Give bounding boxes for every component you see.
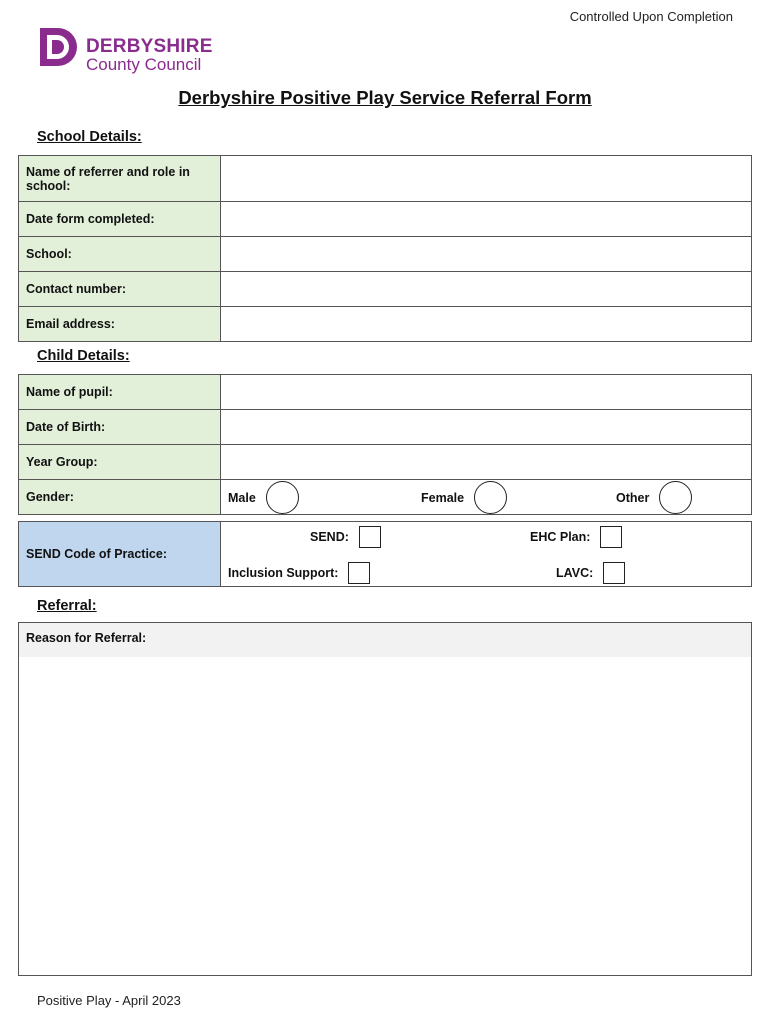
- contact-number-label: Contact number:: [19, 272, 221, 307]
- school-field[interactable]: [221, 237, 752, 272]
- gender-other-label: Other: [616, 490, 650, 505]
- send-checkbox[interactable]: [359, 526, 381, 548]
- child-details-table: [18, 374, 752, 515]
- date-of-birth-field[interactable]: [221, 410, 752, 445]
- referrer-label: Name of referrer and role in school:: [19, 156, 221, 202]
- lavc-checkbox[interactable]: [603, 562, 625, 584]
- gender-option-female[interactable]: [421, 481, 507, 514]
- gender-options: [221, 480, 752, 515]
- send-option[interactable]: [310, 526, 381, 548]
- school-details-heading: School Details:: [37, 129, 142, 145]
- logo-text-derbyshire: DERBYSHIRE: [86, 36, 213, 57]
- school-label: School:: [19, 237, 221, 272]
- year-group-label: Year Group:: [19, 445, 221, 480]
- child-details-heading: Child Details:: [37, 348, 130, 364]
- gender-male-label: Male: [228, 490, 256, 505]
- page-title: Derbyshire Positive Play Service Referral Form: [178, 87, 592, 108]
- inclusion-support-label: Inclusion Support:: [228, 566, 339, 580]
- derbyshire-logo-icon: [36, 24, 82, 70]
- date-completed-label: Date form completed:: [19, 202, 221, 237]
- pupil-name-field[interactable]: [221, 375, 752, 410]
- reason-for-referral-field[interactable]: [18, 657, 752, 976]
- control-note: Controlled Upon Completion: [569, 9, 733, 24]
- pupil-name-label: Name of pupil:: [19, 375, 221, 410]
- email-address-field[interactable]: [221, 307, 752, 342]
- gender-female-radio[interactable]: [474, 481, 507, 514]
- lavc-option[interactable]: [556, 562, 625, 584]
- send-options: [221, 522, 752, 587]
- gender-option-male[interactable]: [228, 481, 299, 514]
- ehc-plan-label: EHC Plan:: [530, 530, 591, 544]
- ehc-plan-option[interactable]: [530, 526, 622, 548]
- inclusion-support-option[interactable]: [228, 562, 370, 584]
- referrer-field[interactable]: [221, 156, 752, 202]
- logo-text-county-council: County Council: [86, 55, 202, 74]
- reason-for-referral-header: [18, 622, 752, 658]
- page-footer: Positive Play - April 2023: [37, 993, 181, 1008]
- school-details-table: [18, 155, 752, 342]
- gender-male-radio[interactable]: [266, 481, 299, 514]
- send-table: [18, 521, 752, 587]
- date-of-birth-label: Date of Birth:: [19, 410, 221, 445]
- send-option-label: SEND:: [310, 530, 349, 544]
- lavc-label: LAVC:: [556, 566, 594, 580]
- inclusion-support-checkbox[interactable]: [348, 562, 370, 584]
- referral-heading: Referral:: [37, 598, 97, 614]
- reason-for-referral-label: Reason for Referral:: [26, 631, 147, 645]
- email-address-label: Email address:: [19, 307, 221, 342]
- ehc-plan-checkbox[interactable]: [600, 526, 622, 548]
- council-logo: [36, 24, 236, 72]
- date-completed-field[interactable]: [221, 202, 752, 237]
- gender-option-other[interactable]: [616, 481, 692, 514]
- send-code-label: SEND Code of Practice:: [19, 522, 221, 587]
- gender-female-label: Female: [421, 490, 465, 505]
- gender-label: Gender:: [19, 480, 221, 515]
- contact-number-field[interactable]: [221, 272, 752, 307]
- gender-other-radio[interactable]: [659, 481, 692, 514]
- year-group-field[interactable]: [221, 445, 752, 480]
